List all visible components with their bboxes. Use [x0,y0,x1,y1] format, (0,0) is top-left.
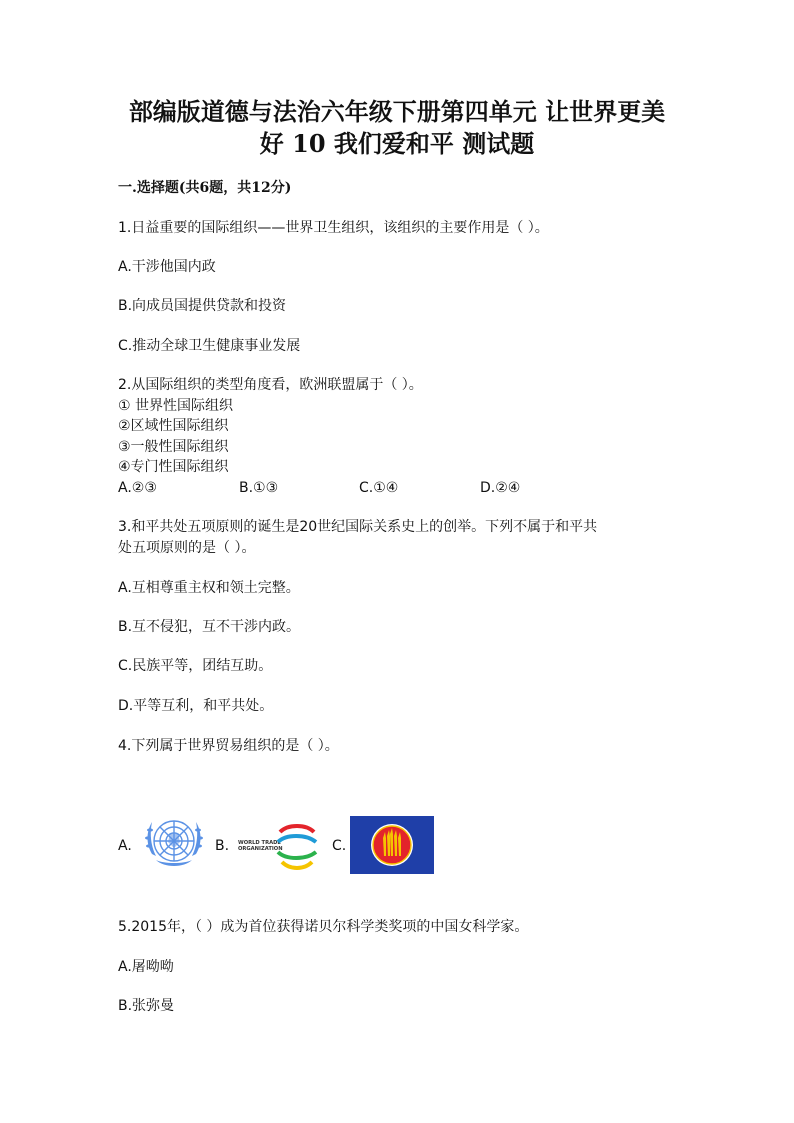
question-4-label-a: A. [118,838,132,854]
question-3-option-a: A.互相尊重主权和领土完整。 [118,580,300,596]
page-title-line1: 部编版道德与法治六年级下册第四单元 让世界更美 [128,97,666,126]
wto-text-line1: WORLD TRADE [238,840,281,846]
question-2-item-3: ③一般性国际组织 [118,439,229,455]
question-2-item-1: ① 世界性国际组织 [118,398,234,414]
wto-logo-icon [236,820,330,872]
question-5-option-a: A.屠呦呦 [118,959,174,975]
question-2-option-a: A.②③ [118,480,157,496]
question-1-option-c: C.推动全球卫生健康事业发展 [118,338,301,354]
page-title-line2: 好 10 我们爱和平 测试题 [259,129,535,158]
question-5-option-b: B.张弥曼 [118,998,175,1014]
question-2-option-d: D.②④ [480,480,521,496]
question-1-option-a: A.干涉他国内政 [118,259,216,275]
asean-logo-icon [350,816,434,874]
question-2-option-c: C.①④ [359,480,399,496]
question-4-label-c: C. [332,838,347,854]
question-1-option-b: B.向成员国提供贷款和投资 [118,298,287,314]
wto-text-line2: ORGANIZATION [238,846,283,852]
question-3-option-d: D.平等互利，和平共处。 [118,698,274,714]
question-3-stem-line2: 处五项原则的是（ ）。 [118,540,256,556]
section-heading: 一.选择题(共6题，共12分) [118,180,292,196]
question-3-option-c: C.民族平等，团结互助。 [118,658,273,674]
question-4-stem: 4.下列属于世界贸易组织的是（ ）。 [118,738,339,754]
question-2-options [118,478,618,498]
question-5-stem: 5.2015年，（ ）成为首位获得诺贝尔科学类奖项的中国女科学家。 [118,919,529,935]
question-2-option-b: B.①③ [239,480,279,496]
question-2-item-2: ②区域性国际组织 [118,418,229,434]
question-2-item-4: ④专门性国际组织 [118,459,229,475]
question-4-label-b: B. [215,838,230,854]
question-1-stem: 1.日益重要的国际组织——世界卫生组织，该组织的主要作用是（ ）。 [118,220,549,236]
un-logo-icon [142,814,206,872]
question-4-logo-options [118,812,458,874]
question-2-stem: 2.从国际组织的类型角度看，欧洲联盟属于（ ）。 [118,377,423,393]
question-3-stem-line1: 3.和平共处五项原则的诞生是20世纪国际关系史上的创举。下列不属于和平共 [118,519,598,535]
question-3-option-b: B.互不侵犯，互不干涉内政。 [118,619,301,635]
